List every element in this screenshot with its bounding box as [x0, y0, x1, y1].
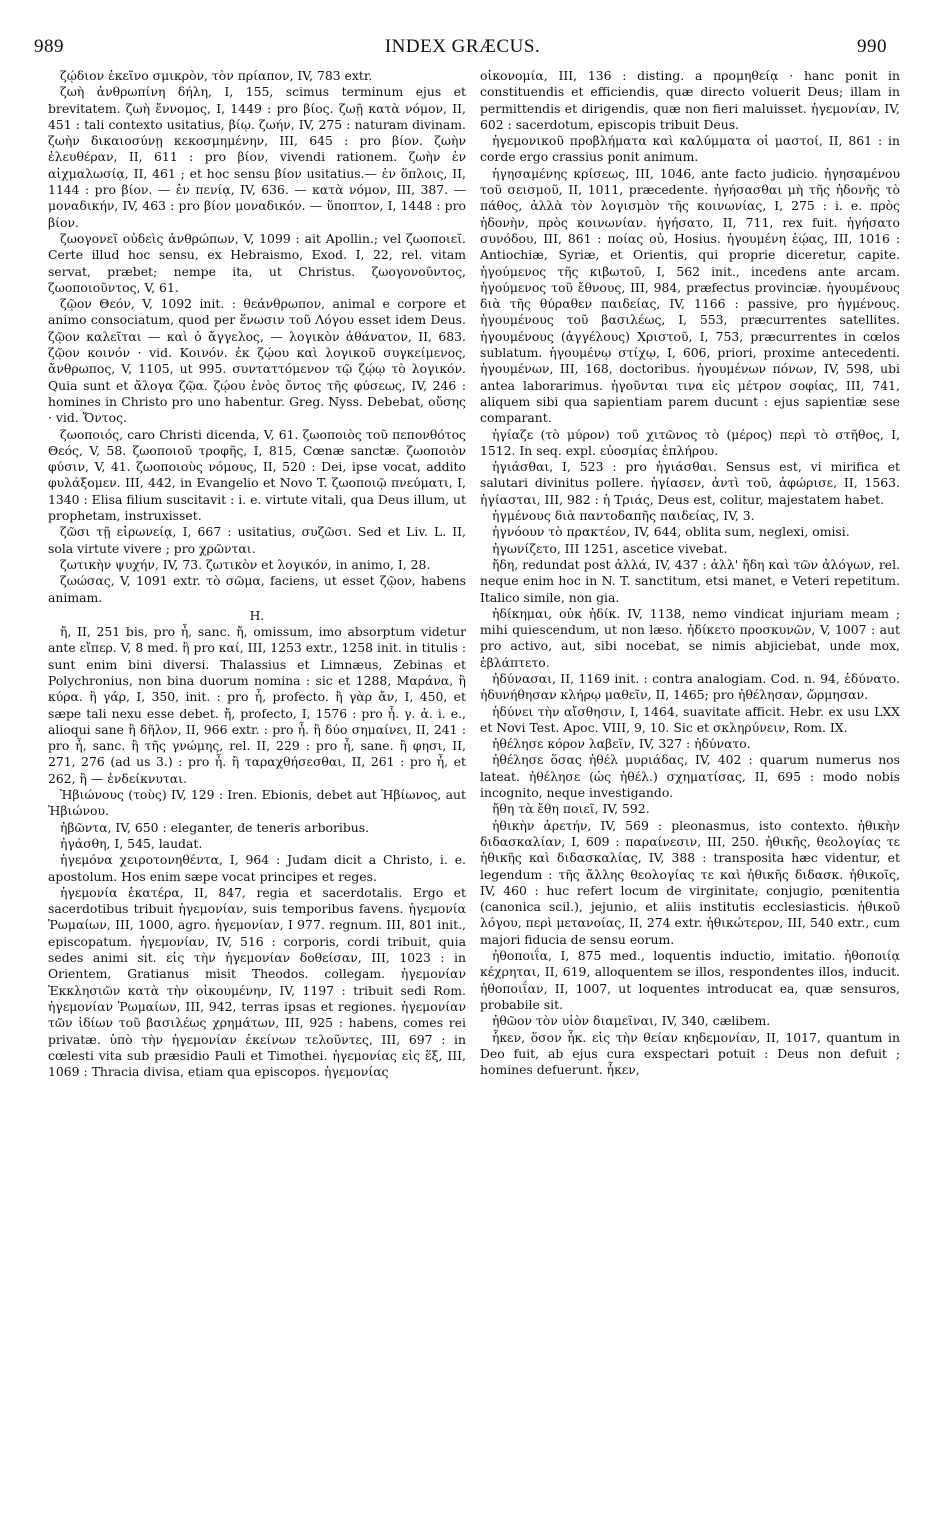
- index-entry: ἠθῶον τὸν υἱὸν διαμεῖναι, IV, 340, cælibem.: [492, 1013, 771, 1029]
- index-entry: ζωτικὴν ψυχήν, IV, 73. ζωτικὸν et λογικόν, in animo, I, 28.: [60, 556, 431, 572]
- index-entry: ἡγιάσθαι, I, 523 : pro ἡγιάσθαι. Sensus est, vi mirifica et salutari divinitus pollere. ἡγίασεν, ἀντὶ τοῦ, ἀφώρισε, II, 1563. ἡγίασται, III, 982 : ἡ Τριάς, Deus est, colitur, majestatem habet.: [480, 459, 900, 507]
- running-title: INDEX GRÆCUS.: [384, 36, 541, 57]
- index-entry: ἤδη, redundat post ἀλλά, IV, 437 : ἀλλ' ἤδη καὶ τῶν ἀλόγων, rel. neque enim hoc in N. T. sanctitum, etsi manet, e Veteri repetitum. Italico simile, non gia.: [480, 556, 900, 605]
- index-entry: ζῴδιον ἐκεῖνο σμικρὸν, τὸν πρίαπον, IV, 783 extr.: [60, 68, 373, 83]
- index-entry: ἡγμένους διὰ παντοδαπῆς παιδείας, IV, 3.: [492, 508, 755, 524]
- index-entry: ἤ, II, 251 bis, pro ἦ, sanc. ἤ, omissum, imo absorptum videtur ante εἴπερ. V, 8 med. ἢ pro καί, III, 1253 extr., 1258 init. in titulis : sunt enim bini diversi. Thalassius et Limnæus, Zebinas et Polychronius, non bina duorum nomina : sic et 1288, Μαράνα, ἢ κύρα. ἢ γάρ, I, 350, init. : pro ἦ, profecto. ἢ γὰρ ἄν, I, 450, et sæpe tali nexu esse debet. ἤ, profecto, I, 1576 : pro ἦ. γ. ἀ. i. e., alioqui sane ἢ δῆλον, II, 966 extr. : pro ἦ. ἢ δύο σημαίνει, II, 241 : pro ἦ, sanc. ἢ τῆς γνώμης, rel. II, 229 : pro ἦ, sane. ἢ φησι, II, 271, 276 (ad us 3.) : pro ἦ. ἢ ταραχθήσεσθαι, II, 261 : pro ἦ, et 262, ἢ — ἐνδείκνυται.: [48, 624, 466, 786]
- index-entry: ἠθέλησε ὅσας ἠθέλ μυριάδας, IV, 402 : quarum numerus nos lateat. ἠθέλησε (ὡς ἠθέλ.) σχηματίσας, II, 695 : modo nobis incognito, neque investigando.: [480, 752, 900, 801]
- index-entry: ἡγίαζε (τὸ μύρον) τοῦ χιτῶνος τὸ (μέρος) περὶ τὸ στῆθος, I, 1512. In seq. expl. εὐοσμίας ἐπλήρου.: [480, 426, 900, 458]
- index-entry: οἰκονομία, III, 136 : disting. a προμηθείᾳ · hanc ponit in constituendis et efficiendis, quæ directo voluerit Deus; illam in permittendis et dirigendis, quæ non fieri maluisset. ἡγεμονίαν, IV, 602 : sacerdotum, episcopis tribuit Deus.: [480, 68, 900, 132]
- index-entry: ζῶσι τῇ εἰρωνείᾳ, I, 667 : usitatius, συζῶσι. Sed et Liv. L. II, sola virtute vivere ; pro χρῶνται.: [48, 524, 466, 556]
- index-entry: ζῷον Θεόν, V, 1092 init. : θεάνθρωπον, animal e corpore et animo consociatum, quod per ἕνωσιν τοῦ Λόγου esset idem Deus. ζῷον καλεῖται — καὶ ὁ ἄγγελος, — λογικὸν ἀθάνατον, II, 683. ζῷον κοινόν · vid. Κοινόν. ἐκ ζῴου καὶ λογικοῦ συγκείμενος, ἄνθρωπος, V, 1105, ut 995. συνταττόμενον τῷ ζῴῳ τὸ λογικόν. Quia sunt et ἄλογα ζῷα. ζῴου ἑνὸς ὄντος τῆς φύσεως, IV, 246 : homines in Christo pro uno habentur. Greg. Nyss. Debebat, οὔσης · vid. Ὄντος.: [48, 296, 466, 426]
- index-entry: ἡγησαμένης κρίσεως, III, 1046, ante facto judicio. ἡγησαμένου τοῦ σεισμοῦ, II, 1011, præcedente. ἡγήσασθαι μὴ τῆς ἡδονῆς τὸ πάθος, ἀλλὰ τὸν λογισμὸν τῆς κοινωνίας, I, 275 : i. e. πρὸς ἡδονὴν, πρὸς κοινωνίαν. ἡγήσατο, II, 711, rex fuit. ἡγήσατο συνόδου, III, 861 : ποίας οὐ, Hosius. ἡγουμένη ἑῴας, III, 1016 : Antiochiæ, Syriæ, et Orientis, qui proprie diceretur, capite. ἡγούμενος τῆς κιβωτοῦ, I, 562 init., incedens ante arcam. ἡγούμενος τοῦ ἔθνους, III, 984, præfectus provinciæ. ἡγουμένους διὰ τῆς θύραθεν παιδείας, IV, 1166 : passive, pro ἡγμένους. ἡγουμένους τοῦ βασιλέως, I, 553, præcurrentes satellites. ἡγουμένους (ἀγγέλους) Χριστοῦ, I, 753, præcurrentes in cœlos sublatum. ἡγουμένῳ στίχῳ, I, 606, priori, proxime antecedenti. ἡγουμένων, III, 168, doctoribus. ἡγουμένων πόνων, IV, 598, ubi antea laborarimus. ἡγοῦνται τινα εἰς μέτρον σοφίας, III, 741, aliquem sibi qua sapientiam parem ducunt : ejus sapientiæ sese comparant.: [480, 165, 900, 426]
- page-number-left: 989: [34, 36, 64, 57]
- index-entry: ἠδίκημαι, οὐκ ἠδίκ. IV, 1138, nemo vindicat injuriam meam ; mihi quiescendum, ut non læso. ἠδίκετο προσκυνῶν, V, 1007 : aut pro activo, aut, sibi nocebat, se nimis abjiciebat, unde mox, ἐβλάπτετο.: [480, 605, 900, 670]
- index-entry: ζωογονεῖ οὐδεὶς ἀνθρώπων, V, 1099 : ait Apollin.; vel ζωοποιεῖ. Certe illud hoc sensu, ex Hebraismo, Exod. I, 22, rel. vitam servat, præbet; nempe ita, ut Christus. ζωογονοῦντος, ζωοποιοῦντος, V, 61.: [48, 230, 466, 295]
- index-entry: ζωὴ ἀνθρωπίνη δήλη, I, 155, scimus terminum ejus et brevitatem. ζωὴ ἔννομος, I, 1449 : pro βίος. ζωῇ κατὰ νόμον, II, 451 : tali contexto usitatius, βίῳ. ζωήν, IV, 275 : naturam divinam. ζωὴν δικαιοσύνῃ κεκοσμημένην, III, 645 : pro βίον. ζωὴν ἐλευθέραν, II, 611 : pro βίον, vivendi rationem. ζωὴν ἐν αἰχμαλωσίᾳ, II, 461 ; et hoc sensu βίον usitatius.— ἐν ὅπλοις, II, 1144 : pro βίον. — ἐν πενίᾳ, IV, 636. — κατὰ νόμον, III, 387. — μοναδικήν, IV, 463 : pro βίον μοναδικόν. — ὕποπτον, I, 1448 : pro βίον.: [48, 84, 466, 230]
- index-entry: ἡδύνει τὴν αἴσθησιν, I, 1464, suavitate afficit. Hebr. ex usu LXX et Novi Test. Apoc. VIII, 9, 10. Sic et σκληρύνειν, Rom. IX.: [480, 703, 900, 735]
- page-header: [0, 30, 925, 58]
- index-entry: ἤθη τὰ ἔθη ποιεῖ, IV, 592.: [492, 801, 650, 817]
- index-entry: ἡγεμονικοῦ προβλήματα καὶ καλύμματα οἱ μαστοί, II, 861 : in corde ergo crassius ponit animum.: [480, 133, 900, 165]
- index-entry: ἠβῶντα, IV, 650 : eleganter, de teneris arboribus.: [60, 819, 370, 835]
- index-entry: ἧκεν, ὅσον ἧκ. εἰς τὴν θείαν κηδεμονίαν, II, 1017, quantum in Deo fuit, ab ejus cura exspectari potuit : Deus non defuit ; homines defuerunt. ἧκεν,: [480, 1029, 900, 1078]
- index-entry: ἡγεμόνα χειροτονηθέντα, I, 964 : Judam dicit a Christo, i. e. apostolum. Hos enim sæpe vocat principes et reges.: [48, 852, 466, 884]
- index-entry: ἠγωνίζετο, III 1251, ascetice vivebat.: [492, 540, 728, 556]
- index-entry: ἠθέλησε κόρον λαβεῖν, IV, 327 : ἠδύνατο.: [492, 736, 751, 752]
- index-entry: ἠθικὴν ἀρετήν, IV, 569 : pleonasmus, isto contexto. ἠθικὴν διδασκαλίαν, I, 609 : παραίνεσιν, III, 250. ἠθικῆς, θεολογίας τε ἠθικῆς καὶ διδασκαλίας, IV, 388 : transposita hæc videntur, et legendum : τῆς ἄλλης θεολογίας τε καὶ ἠθικῆς διδασκ. ἠθικοῖς, IV, 460 : huc refert locum de virginitate, conjugio, pœnitentia (canonica scil.), jejunio, et aliis institutis ecclesiasticis. ἠθικοῦ λόγου, περὶ μετανοίας, II, 274 extr. ἠθικώτερον, III, 540 extr., cum majori fiducia de sensu eorum.: [480, 817, 900, 947]
- index-entry: Ἠβιώνους (τοὺς) IV, 129 : Iren. Ebionis, debet aut Ἠβίωνος, aut Ἠβιώνου.: [48, 787, 466, 819]
- index-entry: ἠθοποιΐα, I, 875 med., loquentis inductio, imitatio. ἠθοποιίᾳ κέχρηται, II, 619, alloquentem se illos, respondentes illos, inducit. ἠθοποιΐαν, II, 1007, ut loquentes introducat ea, quæ sensuros, probabile sit.: [480, 948, 900, 1012]
- index-entry: ἡγεμονία ἑκατέρα, II, 847, regia et sacerdotalis. Ergo et sacerdotibus tribuit ἡγεμονίαν, suis temporibus favens. ἡγεμονία Ῥωμαίων, III, 1000, agro. ἡγεμονίαν, I 977. regnum. III, 801 init., episcopatum. ἡγεμονίαν, IV, 516 : corporis, cordi tribuit, quia sedes animi sit. εἰς τὴν ἡγεμονίαν δοθείσαν, III, 1023 : in Orientem, Gratianus misit Theodos. collegam. ἡγεμονίαν Ἐκκλησιῶν κατὰ τὴν οἰκουμένην, IV, 1197 : tribuit sedi Rom. ἡγεμονίαν Ῥωμαίων, III, 942, terras ipsas et regiones. ἡγεμονίαν τῶν ἰδίων τοῦ βασιλέως χρημάτων, III, 925 : habens, comes rei privatæ. ὑπὸ τὴν ἡγεμονίαν ἐκείνων τελοῦντες, III, 697 : in cœlesti vita sub præsidio Pauli et Timothei. ἡγεμονίας εἰς ἕξ, III, 1069 : Thracia divisa, etiam qua episcopos. ἡγεμονίας: [48, 884, 466, 1080]
- section-letter: H.: [249, 607, 265, 623]
- left-column: [48, 68, 466, 1518]
- index-entry: ἠγάσθη, I, 545, laudat.: [60, 835, 203, 851]
- index-entry: ζωοποιός, caro Christi dicenda, V, 61. ζωοποιὸς τοῦ πεπονθότος Θεός, V, 58. ζωοποιοῦ τροφῆς, I, 815, Cœnæ sanctæ. ζωοποιὸν φύσιν, V, 41. ζωοποιοὺς νόμους, II, 520 : Dei, ipse vocat, addito φυλάξομεν. III, 442, in Evangelio et Novo T. ζωοποιῷ πνεύματι, I, 1340 : Elisa filium suscitavit : i. e. virtute vitali, qua Deus illum, ut prophetam, instruxisset.: [48, 426, 466, 524]
- right-column: [480, 68, 900, 1518]
- index-entry: ἠδύνασαι, II, 1169 init. : contra analogiam. Cod. n. 94, ἐδύνατο. ἠδυνήθησαν κλήρῳ μαθεῖν, II, 1465; pro ἠθέλησαν, ὤρμησαν.: [480, 670, 900, 703]
- page-number-right: 990: [857, 36, 887, 57]
- index-entry: ζωώσας, V, 1091 extr. τὸ σῶμα, faciens, ut esset ζῷον, habens animam.: [48, 573, 466, 605]
- index-entry: ἠγνόουν τὸ πρακτέον, IV, 644, oblita sum, neglexi, omisi.: [492, 524, 850, 540]
